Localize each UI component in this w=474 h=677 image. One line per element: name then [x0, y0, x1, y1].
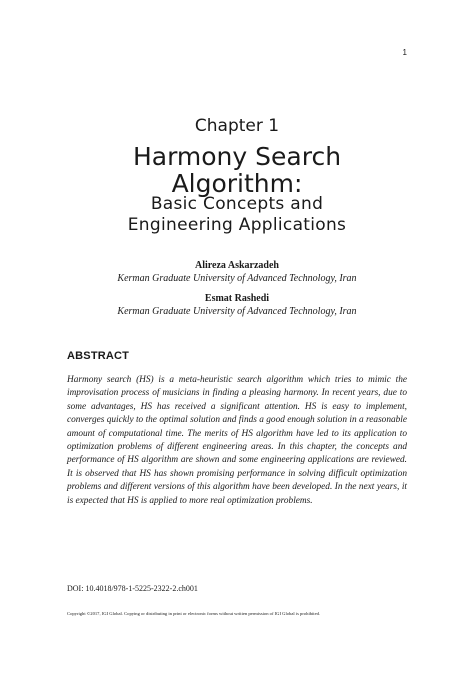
- author-affiliation: Kerman Graduate University of Advanced Technology, Iran: [117, 306, 357, 317]
- author-affiliation: Kerman Graduate University of Advanced Technology, Iran: [117, 273, 357, 284]
- abstract-body: Harmony search (HS) is a meta-heuristic search algorithm which tries to mimic the improvisation process of musicians in finding a pleasing harmony. In recent years, due to some advantages, HS has received a significant attention. HS is easy to implement, converges quickly to the optimal solution and finds a good enough solution in a reasonable amount of computational time. The merits of HS algorithm have led to its application to optimization problems of different engineering areas. In this chapter, the concepts and performance of HS algorithm are shown and some engineering applications are reviewed. It is observed that HS has shown promising performance in solving difficult optimization problems and different versions of this algorithm have been developed. In the next years, it is expected that HS is applied to more real optimization problems.: [67, 375, 407, 506]
- page-number: 1: [402, 48, 407, 57]
- author-name: Alireza Askarzadeh: [195, 260, 279, 271]
- author-block: [0, 292, 474, 318]
- chapter-title-line-1: Harmony Search: [132, 142, 342, 171]
- copyright-notice: Copyright ©2017, IGI Global. Copying or distributing in print or electronic forms without written permission of IGI Global is prohibited.: [67, 611, 321, 616]
- doi-text: DOI: 10.4018/978-1-5225-2322-2.ch001: [67, 584, 198, 593]
- chapter-title: [0, 143, 474, 197]
- chapter-subtitle-line-2: Engineering Applications: [127, 215, 347, 235]
- chapter-title-line-2: Algorithm:: [171, 169, 303, 198]
- author-name: Esmat Rashedi: [204, 293, 270, 304]
- chapter-subtitle: [0, 194, 474, 236]
- abstract-heading: ABSTRACT: [67, 350, 130, 362]
- author-block: [0, 259, 474, 285]
- chapter-subtitle-line-1: Basic Concepts and: [150, 194, 324, 214]
- chapter-label: Chapter 1: [194, 116, 280, 136]
